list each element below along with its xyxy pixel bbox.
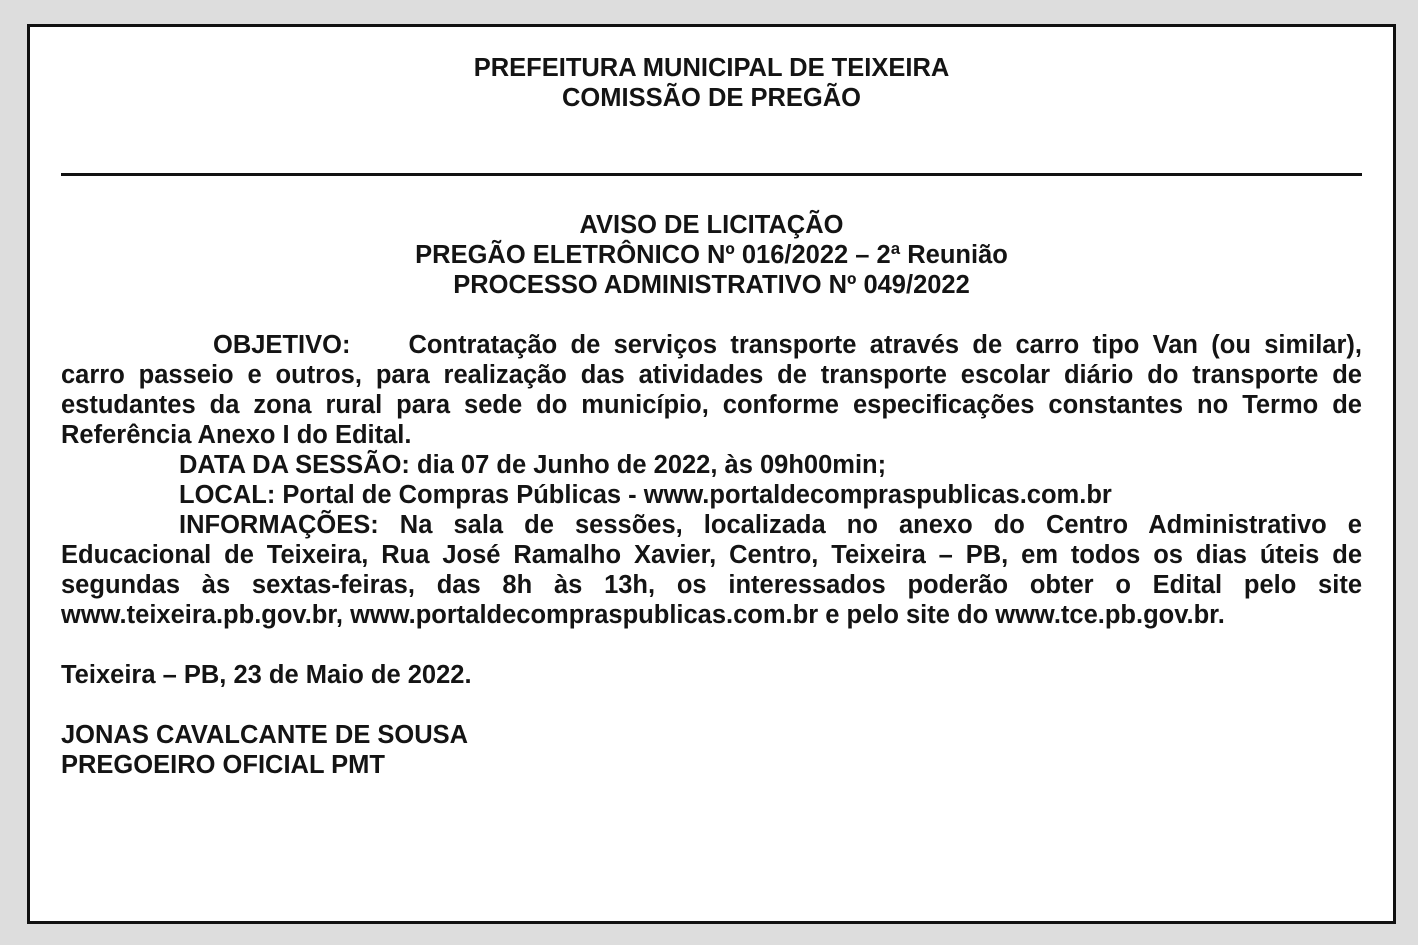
notice-content [61, 53, 1362, 780]
place-date: Teixeira – PB, 23 de Maio de 2022. [61, 661, 472, 689]
informacoes-paragraph: INFORMAÇÕES: Na sala de sessões, localizada no anexo do Centro Administrativo e Educacional de Teixeira, Rua José Ramalho Xavier, Centro, Teixeira – PB, em todos os dias úteis de segundas às sextas-feiras, das 8h às 13h, os interessados poderão obter o Edital pelo site www.teixeira.pb.gov.br, www.portaldecompraspublicas.com.br e pelo site do www.tce.pb.gov.br. [61, 511, 1362, 629]
municipality-name: PREFEITURA MUNICIPAL DE TEIXEIRA [473, 54, 950, 82]
commission-name: COMISSÃO DE PREGÃO [562, 84, 861, 112]
objetivo-paragraph [61, 330, 1362, 450]
spacer [61, 300, 1362, 330]
signer-role: PREGOEIRO OFICIAL PMT [61, 751, 385, 779]
processo-number: PROCESSO ADMINISTRATIVO Nº 049/2022 [453, 271, 970, 299]
spacer [61, 690, 1362, 720]
notice-frame [27, 24, 1396, 924]
objetivo-text: Contratação de serviços transporte através de carro tipo Van (ou similar), carro passeio e outros, para realização das atividades de transporte escolar diário do transporte de estudantes da zona rural para sede do município, conforme especificações constantes no Termo de Referência Anexo I do Edital. [61, 331, 1362, 449]
header-divider [61, 173, 1362, 176]
notice-title-block [61, 210, 1362, 300]
objetivo-label: OBJETIVO: [213, 331, 351, 359]
notice-title: AVISO DE LICITAÇÃO [579, 211, 844, 239]
local: LOCAL: Portal de Compras Públicas - www.portaldecompraspublicas.com.br [179, 481, 1112, 509]
header-block [61, 53, 1362, 113]
signer-name: JONAS CAVALCANTE DE SOUSA [61, 721, 469, 749]
spacer [61, 630, 1362, 660]
pregao-number: PREGÃO ELETRÔNICO Nº 016/2022 – 2ª Reunião [415, 241, 1008, 269]
data-sessao: DATA DA SESSÃO: dia 07 de Junho de 2022, às 09h00min; [179, 451, 887, 479]
